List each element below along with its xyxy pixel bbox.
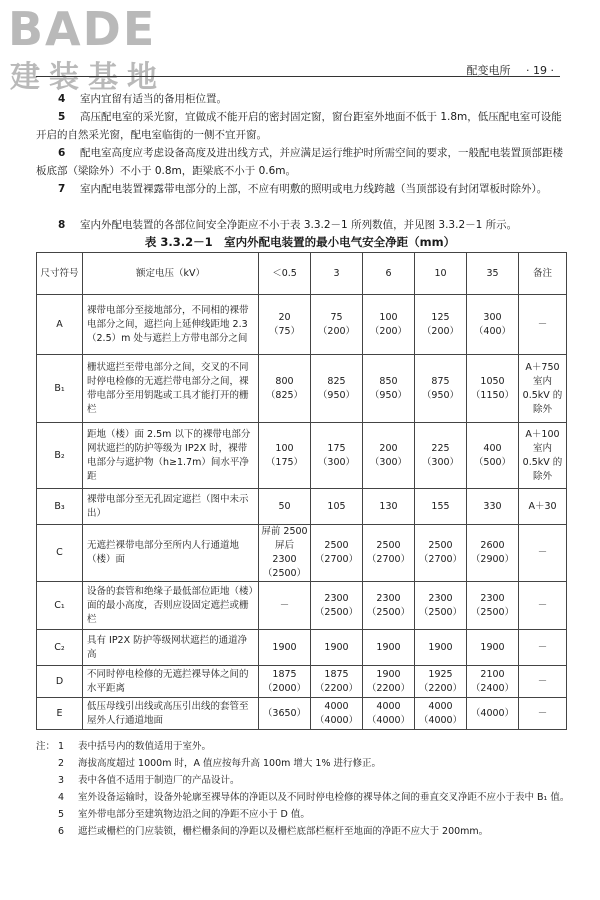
table-row bbox=[37, 295, 567, 355]
row-value: 2300 （2500） bbox=[415, 582, 467, 630]
row-symbol: D bbox=[37, 666, 83, 698]
note-text: 室外设备运输时，设备外轮廓至裸导体的净距以及不同时停电检修的裸导体之间的垂直交叉净距不应小于表中 B₁ 值。 bbox=[78, 792, 570, 803]
header-v-3: 3 bbox=[311, 253, 363, 295]
header-v-35: 35 bbox=[467, 253, 519, 295]
row-remark: － bbox=[519, 525, 567, 582]
row-value: 2300 （2500） bbox=[363, 582, 415, 630]
paragraph-text: 室内外配电装置的各部位间安全净距应不小于表 3.3.2－1 所列数值，并见图 3.3.2－1 所示。 bbox=[80, 219, 518, 231]
paragraph-text: 室内宜留有适当的备用柜位置。 bbox=[80, 93, 227, 105]
header-v-0-5: ＜0.5 bbox=[259, 253, 311, 295]
row-description: 具有 IP2X 防护等级网状遮拦的通道净高 bbox=[83, 630, 259, 666]
row-symbol: B₃ bbox=[37, 489, 83, 525]
row-value: 20 （75） bbox=[259, 295, 311, 355]
note-item bbox=[36, 755, 576, 772]
note-number: 1 bbox=[58, 741, 65, 752]
note-text: 遮拦或栅栏的门应装锁，栅栏栅条间的净距以及栅栏底部栏框杆至地面的净距不应大于 200mm。 bbox=[78, 826, 489, 837]
row-value: 屏前 2500 屏后 2300（2500） bbox=[259, 525, 311, 582]
note-number: 4 bbox=[58, 792, 65, 803]
table-header-row bbox=[37, 253, 567, 295]
table-row bbox=[37, 525, 567, 582]
brand-latin: BADE bbox=[8, 2, 157, 56]
note-item bbox=[36, 806, 576, 823]
row-description: 距地（楼）面 2.5m 以下的裸带电部分网状遮拦的防护等级为 IP2X 时，裸带电部分与遮护物（h≥1.7m）间水平净距 bbox=[83, 423, 259, 489]
row-value: 300 （400） bbox=[467, 295, 519, 355]
paragraph-text: 高压配电室的采光窗，宜做成不能开启的密封固定窗，窗台距室外地面不低于 1.8m，低压配电室可设能开启的自然采光窗，配电室临街的一侧不宜开窗。 bbox=[36, 111, 562, 141]
row-remark: － bbox=[519, 582, 567, 630]
row-value: 155 bbox=[415, 489, 467, 525]
row-value: 75 （200） bbox=[311, 295, 363, 355]
note-number: 3 bbox=[58, 775, 65, 786]
row-symbol: A bbox=[37, 295, 83, 355]
table-body bbox=[37, 295, 567, 730]
table-row bbox=[37, 582, 567, 630]
notes-label: 注： bbox=[36, 741, 56, 752]
row-value: 100 （200） bbox=[363, 295, 415, 355]
paragraph-number: 7 bbox=[58, 183, 66, 195]
brand-logo bbox=[4, 2, 204, 95]
row-value: 4000 （4000） bbox=[363, 698, 415, 730]
note-text: 表中括号内的数值适用于室外。 bbox=[78, 741, 212, 752]
paragraph-6 bbox=[36, 144, 566, 180]
note-text: 表中各值不适用于制造厂的产品设计。 bbox=[78, 775, 240, 786]
table-title: 表 3.3.2－1 室内外配电装置的最小电气安全净距（mm） bbox=[144, 235, 456, 249]
row-remark: － bbox=[519, 698, 567, 730]
row-value: 200 （300） bbox=[363, 423, 415, 489]
row-value: 2300 （2500） bbox=[467, 582, 519, 630]
row-value: 2300 （2500） bbox=[311, 582, 363, 630]
paragraph-text: 室内配电装置裸露带电部分的上部，不应有明敷的照明或电力线跨越（当顶部设有封闭罩板时除外）。 bbox=[80, 183, 548, 195]
paragraph-4 bbox=[36, 90, 566, 108]
row-description: 无遮拦裸带电部分至所内人行通道地（楼）面 bbox=[83, 525, 259, 582]
row-description: 栅状遮拦至带电部分之间，交叉的不同时停电检修的无遮拦带电部分之间，裸带电部分至用钥匙或工具才能打开的栅栏 bbox=[83, 355, 259, 423]
row-value: 800 （825） bbox=[259, 355, 311, 423]
row-symbol: C₁ bbox=[37, 582, 83, 630]
row-value: － bbox=[259, 582, 311, 630]
row-value: 130 bbox=[363, 489, 415, 525]
row-value: 225 （300） bbox=[415, 423, 467, 489]
row-value: 1900 （2200） bbox=[363, 666, 415, 698]
row-value: 1875 （2200） bbox=[311, 666, 363, 698]
row-value: 850 （950） bbox=[363, 355, 415, 423]
table-row bbox=[37, 666, 567, 698]
table-row bbox=[37, 630, 567, 666]
brand-chinese: 建装基地 bbox=[10, 60, 166, 95]
row-value: 875 （950） bbox=[415, 355, 467, 423]
row-value: 100 （175） bbox=[259, 423, 311, 489]
header-symbol: 尺寸符号 bbox=[37, 253, 83, 295]
paragraph-number: 8 bbox=[58, 219, 66, 231]
paragraph-number: 5 bbox=[58, 111, 66, 123]
row-value: （3650） bbox=[259, 698, 311, 730]
note-number: 5 bbox=[58, 809, 65, 820]
row-description: 设备的套管和绝缘子最低部位距地（楼）面的最小高度，否则应设固定遮拦或栅栏 bbox=[83, 582, 259, 630]
header-rule bbox=[36, 76, 560, 77]
note-text: 海拔高度超过 1000m 时，A 值应按每升高 100m 增大 1% 进行修正。 bbox=[78, 758, 382, 769]
row-value: 1900 bbox=[467, 630, 519, 666]
paragraph-5 bbox=[36, 108, 566, 144]
row-description: 低压母线引出线或高压引出线的套管至屋外人行通道地面 bbox=[83, 698, 259, 730]
table-row bbox=[37, 698, 567, 730]
note-item bbox=[36, 772, 576, 789]
table-row bbox=[37, 489, 567, 525]
row-symbol: B₁ bbox=[37, 355, 83, 423]
row-value: 1925 （2200） bbox=[415, 666, 467, 698]
header-v-6: 6 bbox=[363, 253, 415, 295]
row-value: 2100 （2400） bbox=[467, 666, 519, 698]
row-symbol: E bbox=[37, 698, 83, 730]
header-v-10: 10 bbox=[415, 253, 467, 295]
row-description: 不同时停电检修的无遮拦裸导体之间的水平距离 bbox=[83, 666, 259, 698]
paragraph-number: 6 bbox=[58, 147, 66, 159]
header-remarks: 备注 bbox=[519, 253, 567, 295]
row-value: 4000 （4000） bbox=[311, 698, 363, 730]
row-remark: － bbox=[519, 666, 567, 698]
paragraph-number: 4 bbox=[58, 93, 66, 105]
row-value: 4000 （4000） bbox=[415, 698, 467, 730]
row-symbol: B₂ bbox=[37, 423, 83, 489]
row-value: （4000） bbox=[467, 698, 519, 730]
table-row bbox=[37, 423, 567, 489]
paragraph-text: 配电室高度应考虑设备高度及进出线方式，并应满足运行维护时所需空间的要求，一般配电装置顶部距楼板底部（梁除外）不小于 0.8m，距梁底不小于 0.6m。 bbox=[36, 147, 563, 177]
paragraph-7 bbox=[36, 180, 566, 198]
row-value: 50 bbox=[259, 489, 311, 525]
row-value: 105 bbox=[311, 489, 363, 525]
row-remark: － bbox=[519, 630, 567, 666]
note-number: 2 bbox=[58, 758, 65, 769]
row-value: 175 （300） bbox=[311, 423, 363, 489]
row-symbol: C bbox=[37, 525, 83, 582]
table-row bbox=[37, 355, 567, 423]
row-value: 330 bbox=[467, 489, 519, 525]
row-value: 1900 bbox=[363, 630, 415, 666]
row-remark: A＋100 室内 0.5kV 的 除外 bbox=[519, 423, 567, 489]
note-number: 6 bbox=[58, 826, 65, 837]
note-text: 室外带电部分至建筑物边沿之间的净距不应小于 D 值。 bbox=[78, 809, 310, 820]
clearance-table bbox=[36, 252, 567, 730]
row-value: 2500 （2700） bbox=[311, 525, 363, 582]
row-value: 2500 （2700） bbox=[363, 525, 415, 582]
header-voltage: 额定电压（kV） bbox=[83, 253, 259, 295]
row-value: 1875 （2000） bbox=[259, 666, 311, 698]
row-value: 1050 （1150） bbox=[467, 355, 519, 423]
row-value: 2600 （2900） bbox=[467, 525, 519, 582]
row-value: 125 （200） bbox=[415, 295, 467, 355]
note-item bbox=[36, 738, 576, 755]
row-description: 裸带电部分至接地部分，不同相的裸带电部分之间，遮拦向上延伸线距地 2.3（2.5）m 处与遮拦上方带电部分之间 bbox=[83, 295, 259, 355]
row-symbol: C₂ bbox=[37, 630, 83, 666]
row-remark: A＋750 室内 0.5kV 的 除外 bbox=[519, 355, 567, 423]
table-notes bbox=[36, 738, 576, 840]
row-value: 400 （500） bbox=[467, 423, 519, 489]
row-value: 2500 （2700） bbox=[415, 525, 467, 582]
row-remark: － bbox=[519, 295, 567, 355]
row-value: 1900 bbox=[415, 630, 467, 666]
note-item bbox=[36, 823, 576, 840]
header-section: 配变电所 bbox=[466, 64, 511, 77]
row-value: 825 （950） bbox=[311, 355, 363, 423]
row-description: 裸带电部分至无孔固定遮拦（图中未示出） bbox=[83, 489, 259, 525]
row-value: 1900 bbox=[259, 630, 311, 666]
row-remark: A＋30 bbox=[519, 489, 567, 525]
page-number: · 19 · bbox=[526, 64, 554, 77]
paragraph-8 bbox=[36, 216, 566, 234]
row-value: 1900 bbox=[311, 630, 363, 666]
note-item bbox=[36, 789, 576, 806]
